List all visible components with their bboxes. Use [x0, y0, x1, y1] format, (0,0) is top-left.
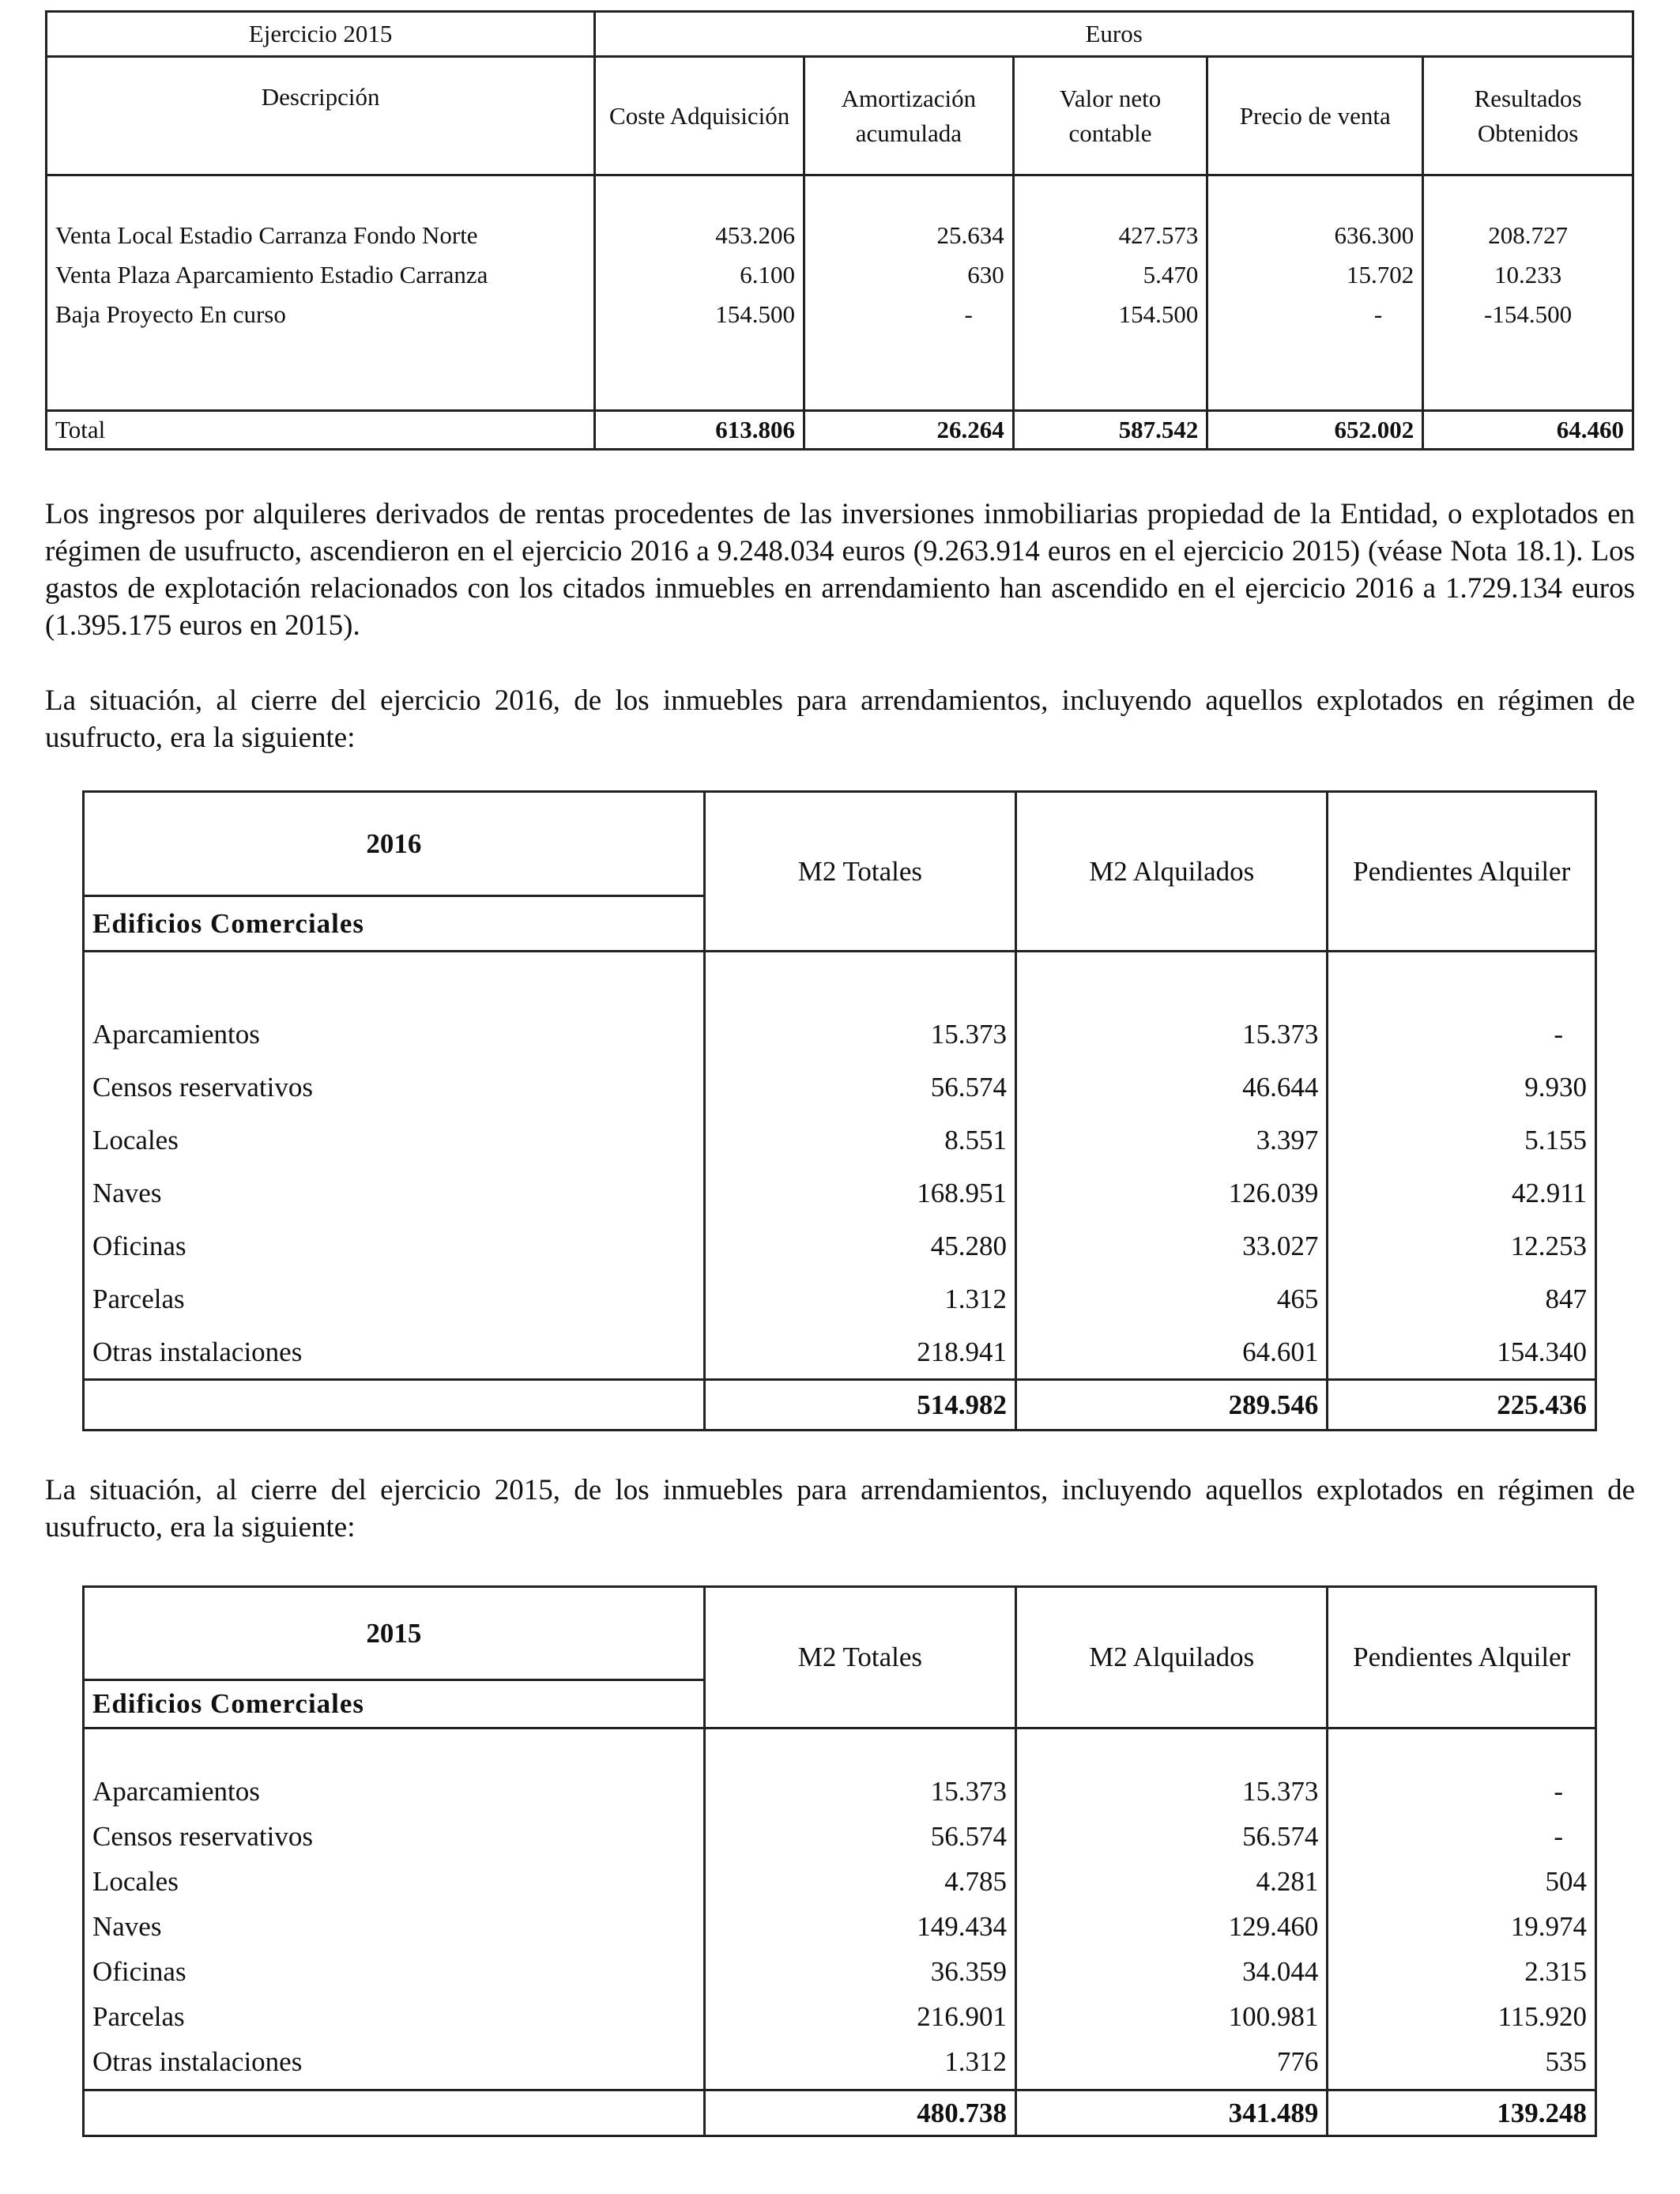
row-name: Oficinas	[92, 1231, 186, 1261]
col-m2-totales-values	[704, 952, 1015, 1380]
row-name: Parcelas	[92, 1284, 185, 1314]
table-year: 2015	[84, 1587, 705, 1680]
cell: 776	[1276, 2046, 1319, 2077]
total-cell: 139.248	[1328, 2090, 1596, 2136]
cell: 1.312	[944, 2046, 1008, 2077]
paragraph-situation-2016: La situación, al cierre del ejercicio 2016, de los inmuebles para arrendamientos, incluyendo aquellos explotados en régimen de usufructo, era la siguiente:	[45, 684, 1635, 754]
row-name: Otras instalaciones	[92, 2046, 303, 2077]
col-m2-alquilados-values	[1016, 952, 1328, 1380]
cell: 115.920	[1497, 2001, 1587, 2032]
col-m2-totales-values	[704, 1728, 1015, 2090]
cell: -	[1554, 1821, 1563, 1852]
total-cell: 514.982	[704, 1380, 1015, 1431]
col-header-resultados: Resultados Obtenidos	[1423, 57, 1633, 175]
cell: 427.573	[1118, 221, 1199, 249]
row-name: Naves	[92, 1178, 162, 1208]
col-header-amortizacion: Amortización acumulada	[804, 57, 1014, 175]
properties-table-2015	[82, 1585, 1597, 2137]
cell: 6.100	[740, 261, 796, 288]
cell: 168.951	[917, 1178, 1008, 1208]
row-name: Oficinas	[92, 1956, 186, 1987]
table-year: 2016	[84, 792, 705, 896]
cell: 129.460	[1228, 1911, 1319, 1942]
cell: 154.340	[1497, 1336, 1587, 1367]
properties-table-2016	[82, 790, 1597, 1431]
total-cell: 64.460	[1423, 411, 1633, 450]
cell: 4.785	[944, 1866, 1008, 1897]
total-row	[84, 2090, 1596, 2136]
col-header-pendientes: Pendientes Alquiler	[1328, 792, 1596, 952]
cell: 216.901	[917, 2001, 1008, 2032]
total-cell: 289.546	[1016, 1380, 1328, 1431]
total-cell: 341.489	[1016, 2090, 1328, 2136]
cell: 149.434	[917, 1911, 1008, 1942]
cell: 126.039	[1228, 1178, 1319, 1208]
category-label: Edificios Comerciales	[84, 896, 705, 952]
cell: 36.359	[930, 1956, 1008, 1987]
row-desc: Venta Local Estadio Carranza Fondo Norte	[55, 221, 478, 249]
cell: 208.727	[1488, 221, 1568, 249]
total-cell: 225.436	[1328, 1380, 1596, 1431]
cell: 15.373	[1242, 1776, 1319, 1807]
cell: 504	[1545, 1866, 1587, 1897]
col-header-pendientes: Pendientes Alquiler	[1328, 1587, 1596, 1728]
row-name: Naves	[92, 1911, 162, 1942]
cell: 33.027	[1242, 1231, 1319, 1261]
row-name: Parcelas	[92, 2001, 185, 2032]
row-desc: Baja Proyecto En curso	[55, 300, 286, 328]
cell: 218.941	[917, 1336, 1008, 1367]
cell: 15.373	[930, 1776, 1008, 1807]
cell: 3.397	[1256, 1125, 1319, 1155]
cell: 2.315	[1524, 1956, 1587, 1987]
total-cell: 26.264	[804, 411, 1014, 450]
row-name: Locales	[92, 1866, 179, 1897]
cell: 465	[1276, 1284, 1319, 1314]
cell: 56.574	[1242, 1821, 1319, 1852]
year-label: Ejercicio 2015	[47, 12, 595, 57]
cell: 630	[967, 261, 1004, 288]
col-m2-alquilados-values	[1016, 1728, 1328, 2090]
cell: 10.233	[1494, 261, 1562, 288]
col-pendientes-values	[1328, 952, 1596, 1380]
col-coste-values	[595, 175, 804, 411]
cell: 25.634	[936, 221, 1004, 249]
total-cell: 652.002	[1207, 411, 1423, 450]
cell: -	[1554, 1019, 1563, 1050]
cell: 56.574	[930, 1821, 1008, 1852]
total-cell: 587.542	[1013, 411, 1207, 450]
col-precio-venta-values	[1207, 175, 1423, 411]
cell: -	[964, 300, 973, 328]
cell: 4.281	[1256, 1866, 1319, 1897]
cell: 45.280	[930, 1231, 1008, 1261]
total-label: Total	[47, 411, 595, 450]
row-name: Locales	[92, 1125, 179, 1155]
cell: 1.312	[944, 1284, 1008, 1314]
cell: 847	[1545, 1284, 1587, 1314]
cell: 34.044	[1242, 1956, 1319, 1987]
cell: 100.981	[1228, 2001, 1319, 2032]
cell: 64.601	[1242, 1336, 1319, 1367]
col-header-m2-alquilados: M2 Alquilados	[1016, 1587, 1328, 1728]
cell: 12.253	[1510, 1231, 1587, 1261]
cell: -	[1554, 1776, 1563, 1807]
row-name: Aparcamientos	[92, 1019, 260, 1050]
cell: 636.300	[1334, 221, 1414, 249]
cell: 453.206	[715, 221, 796, 249]
cell: 535	[1545, 2046, 1587, 2077]
total-blank	[84, 1380, 705, 1431]
cell: -154.500	[1484, 300, 1573, 328]
row-names	[84, 952, 705, 1380]
cell: 5.155	[1524, 1125, 1587, 1155]
row-descriptions	[47, 175, 595, 411]
col-header-valor-neto: Valor neto contable	[1013, 57, 1207, 175]
total-cell: 480.738	[704, 2090, 1015, 2136]
cell: 154.500	[1118, 300, 1199, 328]
paragraph-rental-income: Los ingresos por alquileres derivados de rentas procedentes de las inversiones inmobiliarias propiedad de la Entidad, o explotados en régimen de usufructo, ascendieron en el ejercicio 2016 a 9.248.034 euros (9.263.914 euros en el ejercicio 2015) (véase Nota 18.1). Los gastos de explotación relacionados con los citados inmuebles en arrendamiento han ascendido en el ejercicio 2016 a 1.729.134 euros (1.395.175 euros en 2015).	[45, 498, 1635, 642]
cell: -	[1373, 300, 1383, 328]
cell: 9.930	[1524, 1072, 1587, 1103]
col-header-precio-venta: Precio de venta	[1207, 57, 1423, 175]
category-label: Edificios Comerciales	[84, 1680, 705, 1728]
col-header-m2-alquilados: M2 Alquilados	[1016, 792, 1328, 952]
cell: 19.974	[1510, 1911, 1587, 1942]
total-cell: 613.806	[595, 411, 804, 450]
cell: 8.551	[944, 1125, 1008, 1155]
col-header-m2-totales: M2 Totales	[704, 1587, 1015, 1728]
cell: 15.373	[930, 1019, 1008, 1050]
row-desc: Venta Plaza Aparcamiento Estadio Carranza	[55, 261, 488, 288]
row-names	[84, 1728, 705, 2090]
cell: 154.500	[715, 300, 796, 328]
col-header-m2-totales: M2 Totales	[704, 792, 1015, 952]
row-name: Censos reservativos	[92, 1821, 313, 1852]
total-row	[84, 1380, 1596, 1431]
cell: 15.702	[1346, 261, 1414, 288]
col-pendientes-values	[1328, 1728, 1596, 2090]
row-name: Otras instalaciones	[92, 1336, 303, 1367]
col-valor-neto-values	[1013, 175, 1207, 411]
cell: 15.373	[1242, 1019, 1319, 1050]
sales-table-2015	[45, 10, 1634, 450]
col-header-coste: Coste Adquisición	[595, 57, 804, 175]
cell: 56.574	[930, 1072, 1008, 1103]
cell: 5.470	[1143, 261, 1199, 288]
col-amortizacion-values	[804, 175, 1014, 411]
total-blank	[84, 2090, 705, 2136]
currency-label: Euros	[595, 12, 1633, 57]
total-row	[47, 411, 1633, 450]
description-header: Descripción	[47, 57, 595, 175]
cell: 46.644	[1242, 1072, 1319, 1103]
row-name: Aparcamientos	[92, 1776, 260, 1807]
paragraph-situation-2015: La situación, al cierre del ejercicio 2015, de los inmuebles para arrendamientos, incluyendo aquellos explotados en régimen de usufructo, era la siguiente:	[45, 1474, 1635, 1544]
cell: 42.911	[1512, 1178, 1587, 1208]
row-name: Censos reservativos	[92, 1072, 313, 1103]
col-resultados-values	[1423, 175, 1633, 411]
